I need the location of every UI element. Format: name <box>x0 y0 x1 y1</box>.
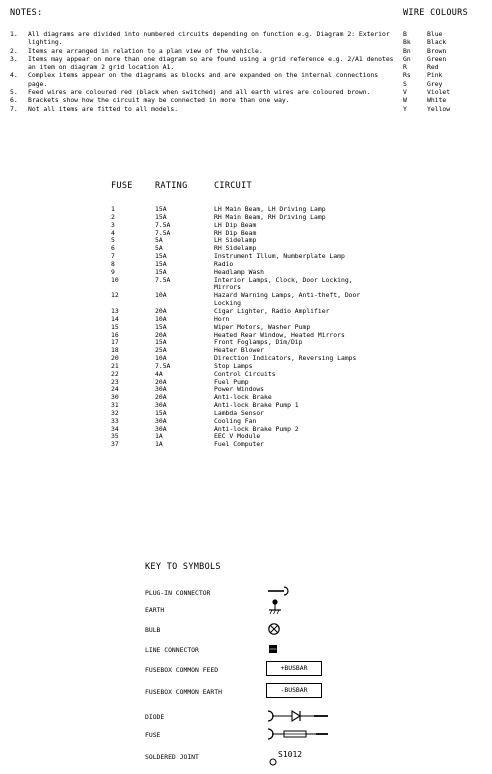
table-row <box>111 441 381 449</box>
fuse-circuit: Fuel Pump <box>214 377 249 386</box>
wire-colour-name: Red <box>427 63 439 72</box>
line-connector-label: LINE CONNECTOR <box>145 646 199 654</box>
fuse-rating: 10A <box>155 291 167 300</box>
fuse-rating: 15A <box>155 212 167 221</box>
fuse-label: FUSE <box>145 731 161 739</box>
wire-colour-name: Pink <box>427 71 443 80</box>
fuse-circuit: Wiper Motors, Washer Pump <box>214 322 311 331</box>
fuse-number: 2 <box>111 212 115 221</box>
fuse-number: 14 <box>111 314 119 323</box>
note-number: 6. <box>10 96 18 105</box>
plug-in-connector-icon <box>266 584 292 598</box>
wire-colour-item <box>403 38 488 46</box>
fuse-circuit: Horn <box>214 314 230 323</box>
fuse-number: 9 <box>111 267 115 276</box>
earth-label: EARTH <box>145 606 165 614</box>
wire-colour-name: Brown <box>427 46 447 55</box>
fuse-rating: 15A <box>155 322 167 331</box>
wire-colour-name: Black <box>427 38 447 47</box>
line-connector-icon <box>268 644 278 654</box>
fuse-number: 30 <box>111 393 119 402</box>
fuse-circuit: Direction Indicators, Reversing Lamps <box>214 354 357 363</box>
fuse-number: 5 <box>111 236 115 245</box>
fuse-circuit: Control Circuits <box>214 369 276 378</box>
table-row <box>111 292 381 308</box>
note-item <box>10 96 400 104</box>
fuse-number: 31 <box>111 401 119 410</box>
fuse-number: 13 <box>111 306 119 315</box>
fuse-circuit: Cooling Fan <box>214 416 257 425</box>
note-number: 2. <box>10 46 18 55</box>
fuse-rating: 1A <box>155 440 163 449</box>
fuse-circuit: LH Sidelamp <box>214 236 257 245</box>
wire-colour-code: Bn <box>403 46 411 55</box>
fuse-rating: 5A <box>155 236 163 245</box>
wire-colour-code: W <box>403 96 407 105</box>
fuse-number: 34 <box>111 424 119 433</box>
fuse-circuit: Heater Blower <box>214 346 265 355</box>
fuse-rating: 20A <box>155 306 167 315</box>
fuse-number: 37 <box>111 440 119 449</box>
fuse-rating: 25A <box>155 346 167 355</box>
note-text: Items may appear on more than one diagram so are found using a grid reference e.g. 2/A1 denotes an item on diagram 2 grid location A1. <box>28 54 394 72</box>
fuse-rating: 1A <box>155 432 163 441</box>
fuse-circuit: Hazard Warning Lamps, Anti-theft, Door Locking <box>214 291 361 308</box>
fuse-circuit: Power Windows <box>214 385 265 394</box>
diode-label: DIODE <box>145 713 165 721</box>
fuse-circuit: Anti-lock Brake <box>214 393 272 402</box>
table-row <box>111 253 381 261</box>
fuse-circuit: Instrument Illum, Numberplate Lamp <box>214 252 345 261</box>
fuse-rating: 30A <box>155 416 167 425</box>
wire-colour-item <box>403 55 488 63</box>
wire-colour-code: S <box>403 79 407 88</box>
bulb-label: BULB <box>145 626 161 634</box>
fuse-number: 1 <box>111 205 115 213</box>
fuse-rating: 20A <box>155 393 167 402</box>
fuse-rating: 30A <box>155 385 167 394</box>
fuse-rating: 7.5A <box>155 228 171 237</box>
fuse-rating: 15A <box>155 338 167 347</box>
wire-colour-code: Rs <box>403 71 411 80</box>
note-number: 7. <box>10 104 18 113</box>
fuse-number: 22 <box>111 369 119 378</box>
key-title: KEY TO SYMBOLS <box>145 562 221 572</box>
fuse-rating: 10A <box>155 314 167 323</box>
wire-colour-name: Yellow <box>427 104 451 113</box>
note-number: 5. <box>10 88 18 97</box>
fuse-circuit: Anti-lock Brake Pump 1 <box>214 401 299 410</box>
fuse-circuit: Stop Lamps <box>214 361 253 370</box>
soldered-joint-ref: S1012 <box>278 750 303 759</box>
wire-colour-code: Gn <box>403 54 411 63</box>
fuse-circuit: EEC V Module <box>214 432 261 441</box>
note-number: 3. <box>10 54 18 63</box>
wire-colour-item <box>403 71 488 79</box>
table-row <box>111 277 381 293</box>
fuse-number: 33 <box>111 416 119 425</box>
notes-title: NOTES: <box>10 8 43 18</box>
fuse-column-header: FUSE <box>111 181 133 191</box>
fuse-rating: 15A <box>155 259 167 268</box>
fuse-circuit: Front Foglamps, Dim/Dip <box>214 338 303 347</box>
wire-colour-code: B <box>403 30 407 38</box>
fuse-circuit: RH Sidelamp <box>214 244 257 253</box>
wire-colour-item <box>403 30 488 38</box>
fuse-number: 15 <box>111 322 119 331</box>
note-text: Not all items are fitted to all models. <box>28 104 179 113</box>
wire-colour-code: Y <box>403 104 407 113</box>
wire-colour-item <box>403 88 488 96</box>
fuse-icon <box>266 727 330 741</box>
wire-colour-name: Green <box>427 54 447 63</box>
fuse-circuit: Radio <box>214 259 234 268</box>
circuit-column-header: CIRCUIT <box>214 181 252 191</box>
wire-colour-code: Bk <box>403 38 411 47</box>
fuse-number: 4 <box>111 228 115 237</box>
wire-colour-name: Grey <box>427 79 443 88</box>
fuse-rating: 4A <box>155 369 163 378</box>
wire-colour-code: V <box>403 88 407 97</box>
fuse-number: 10 <box>111 275 119 284</box>
fuse-rating: 15A <box>155 408 167 417</box>
fuse-circuit: Anti-lock Brake Pump 2 <box>214 424 299 433</box>
diode-icon <box>266 708 330 724</box>
wire-colour-item <box>403 80 488 88</box>
wire-colours-title: WIRE COLOURS <box>403 8 469 18</box>
fuse-rating: 30A <box>155 424 167 433</box>
wire-colour-name: Violet <box>427 88 451 97</box>
earth-icon <box>266 598 284 616</box>
plug-in-connector-label: PLUG-IN CONNECTOR <box>145 589 211 597</box>
fuse-rating: 7.5A <box>155 361 171 370</box>
fuse-number: 8 <box>111 259 115 268</box>
fuse-rating: 15A <box>155 267 167 276</box>
note-item <box>10 30 400 47</box>
fuse-circuit: Lambda Sensor <box>214 408 265 417</box>
fuse-circuit: LH Dip Beam <box>214 220 257 229</box>
fuse-circuit: RH Main Beam, RH Driving Lamp <box>214 212 326 221</box>
soldered-joint-icon <box>268 757 278 767</box>
fuse-circuit: Interior Lamps, Clock, Door Locking, Mirrors <box>214 275 353 292</box>
note-item <box>10 71 400 88</box>
fuse-rating: 30A <box>155 401 167 410</box>
note-text: All diagrams are divided into numbered circuits depending on function e.g. Diagram 2: Exterior lighting. <box>28 30 390 47</box>
fuse-number: 23 <box>111 377 119 386</box>
note-text: Feed wires are coloured red (black when switched) and all earth wires are coloured brown. <box>28 88 371 97</box>
note-item <box>10 105 400 113</box>
fuse-number: 24 <box>111 385 119 394</box>
wire-colour-name: Blue <box>427 30 443 38</box>
table-row <box>111 308 381 316</box>
fuse-number: 6 <box>111 244 115 253</box>
wire-colour-name: White <box>427 96 447 105</box>
fuse-number: 16 <box>111 330 119 339</box>
wire-colour-item <box>403 105 488 113</box>
note-number: 1. <box>10 30 18 38</box>
busbar-earth-box: -BUSBAR <box>266 683 322 698</box>
fuse-number: 17 <box>111 338 119 347</box>
fuse-number: 18 <box>111 346 119 355</box>
fuse-rating: 5A <box>155 244 163 253</box>
notes-list <box>10 30 400 113</box>
fuse-circuit: RH Dip Beam <box>214 228 257 237</box>
fuse-number: 21 <box>111 361 119 370</box>
fuse-rating: 20A <box>155 377 167 386</box>
fuse-rating: 7.5A <box>155 220 171 229</box>
fuse-circuit: Heated Rear Window, Heated Mirrors <box>214 330 345 339</box>
note-text: Complex items appear on the diagrams as blocks and are expanded on the internal connections page. <box>28 71 379 88</box>
note-item <box>10 88 400 96</box>
fuse-number: 12 <box>111 291 119 300</box>
wire-colour-code: R <box>403 63 407 72</box>
fuse-circuit: Fuel Computer <box>214 440 265 449</box>
wire-colour-item <box>403 96 488 104</box>
fuse-number: 3 <box>111 220 115 229</box>
rating-column-header: RATING <box>155 181 188 191</box>
fuse-rating: 20A <box>155 330 167 339</box>
fuse-number: 32 <box>111 408 119 417</box>
fuse-rating: 15A <box>155 205 167 213</box>
note-item <box>10 47 400 55</box>
wire-colour-item <box>403 63 488 71</box>
note-text: Items are arranged in relation to a plan view of the vehicle. <box>28 46 263 55</box>
busbar-feed-box: +BUSBAR <box>266 661 322 676</box>
fuse-circuit: Cigar Lighter, Radio Amplifier <box>214 306 330 315</box>
fuse-table <box>111 206 381 449</box>
fuse-rating: 10A <box>155 354 167 363</box>
fuse-number: 20 <box>111 354 119 363</box>
fuse-circuit: LH Main Beam, LH Driving Lamp <box>214 205 326 213</box>
fuse-rating: 7.5A <box>155 275 171 284</box>
fuse-number: 35 <box>111 432 119 441</box>
wire-colour-item <box>403 47 488 55</box>
fuse-circuit: Headlamp Wash <box>214 267 265 276</box>
fusebox-common-feed-label: FUSEBOX COMMON FEED <box>145 666 219 674</box>
fusebox-common-earth-label: FUSEBOX COMMON EARTH <box>145 688 222 696</box>
bulb-icon <box>267 622 281 636</box>
note-text: Brackets show how the circuit may be connected in more than one way. <box>28 96 290 105</box>
fuse-number: 7 <box>111 252 115 261</box>
wire-colours-list <box>403 30 488 113</box>
note-item <box>10 55 400 72</box>
fuse-rating: 15A <box>155 252 167 261</box>
note-number: 4. <box>10 71 18 80</box>
soldered-joint-label: SOLDERED JOINT <box>145 753 199 761</box>
